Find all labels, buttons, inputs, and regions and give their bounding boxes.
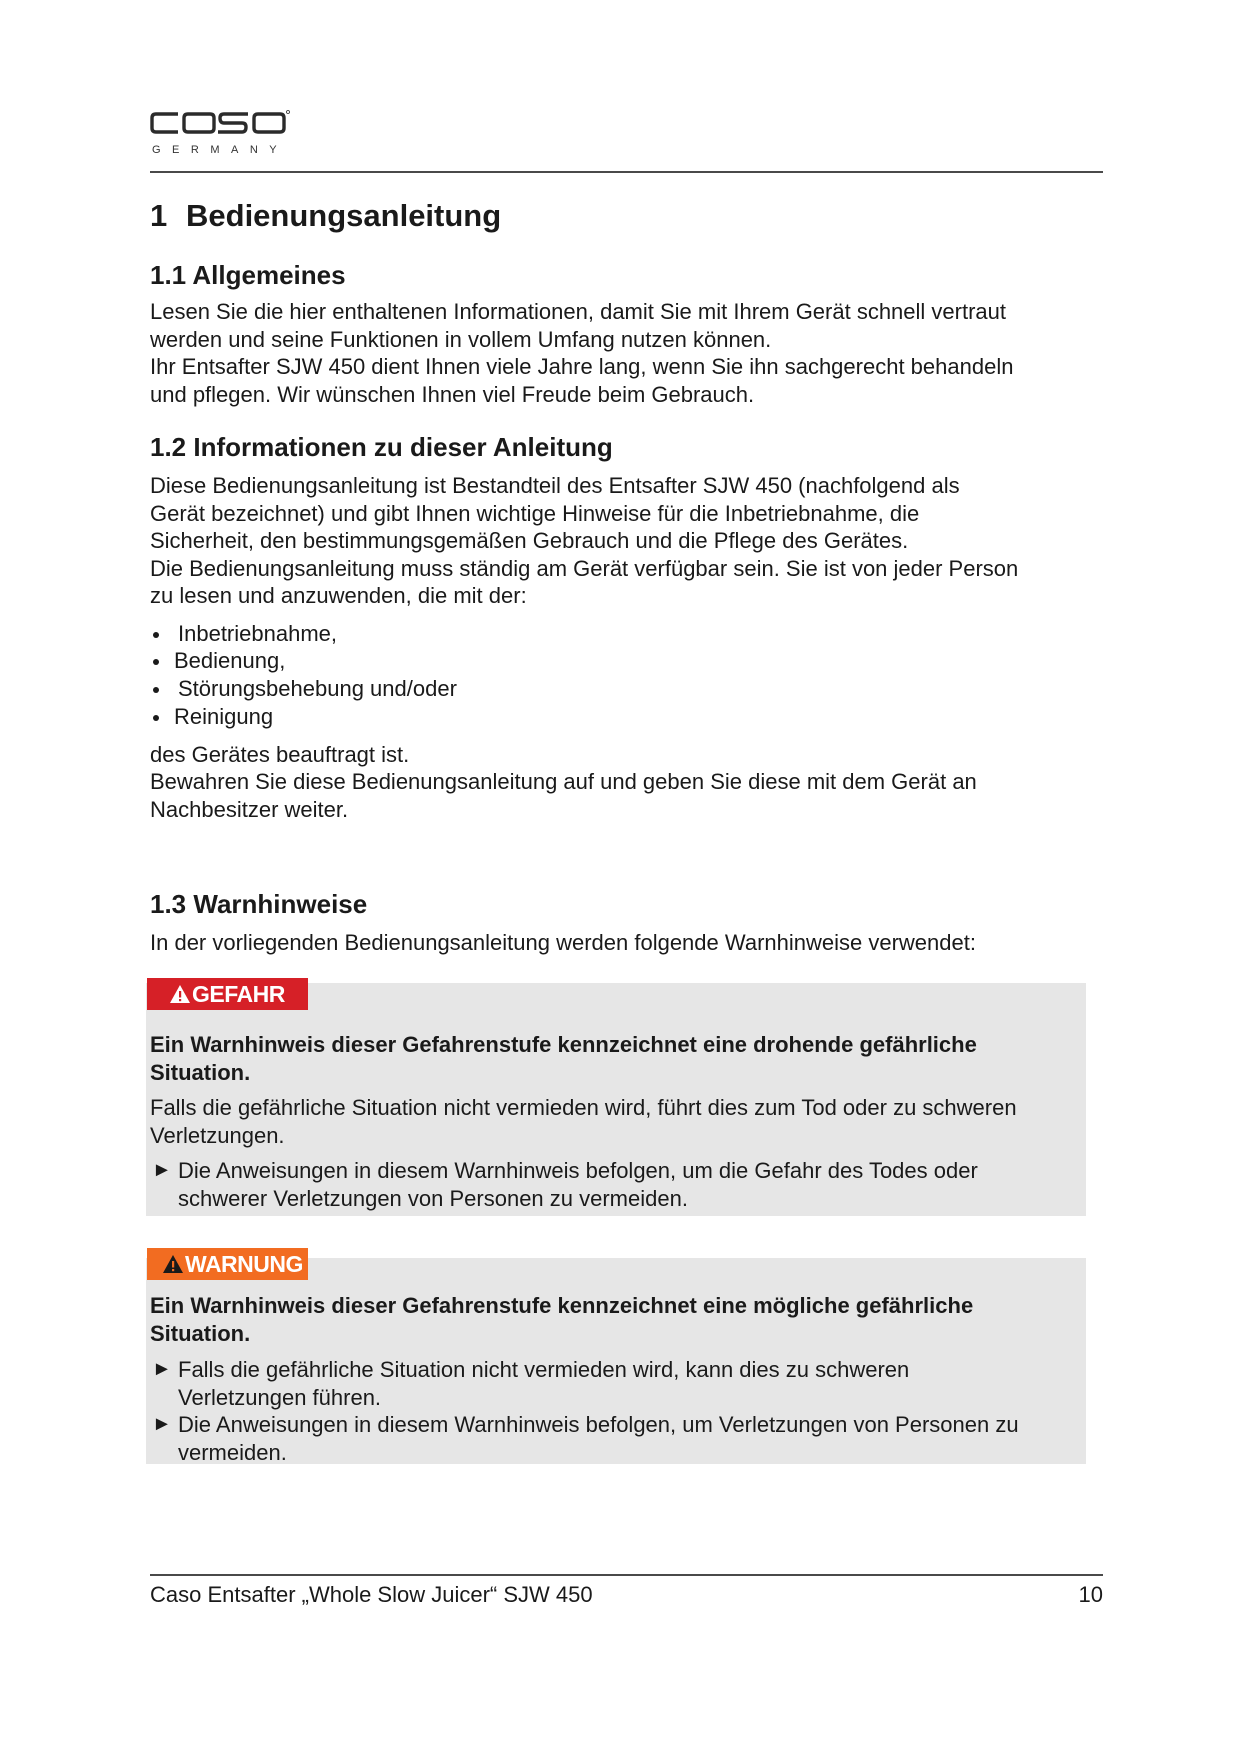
section-1-2-text [150,472,1095,610]
text-line: Gerät bezeichnet) und gibt Ihnen wichtige Hinweise für die Inbetriebnahme, die [150,500,920,526]
chapter-title [150,196,1095,236]
text-line: werden und seine Funktionen in vollem Umfang nutzen können. [150,326,772,352]
list-item: Reinigung [150,703,1095,731]
warning-title-line: Situation. [150,1320,251,1346]
text-line: zu lesen und anzuwenden, die mit der: [150,583,527,608]
list-item: Bedienung, [150,647,1095,675]
warning-title-line: Ein Warnhinweis dieser Gefahrenstufe kennzeichnet eine drohende gefährliche [150,1032,977,1057]
footer-rule [150,1574,1103,1576]
list-item: Inbetriebnahme, [150,620,1095,648]
instruction-line: Falls die gefährliche Situation nicht vermieden wird, kann dies zu schweren [178,1357,910,1382]
warning-instruction [150,1157,1095,1212]
section-1-1-title: 1.1 Allgemeines [150,260,346,290]
section-1-3-title: 1.3 Warnhinweise [150,889,368,920]
warning-badge [147,1248,308,1280]
arrow-right-icon: ► [152,1413,172,1435]
instruction-line: schwerer Verletzungen von Personen zu vermeiden. [178,1185,688,1211]
instruction-line: Die Anweisungen in diesem Warnhinweis befolgen, um die Gefahr des Todes oder [178,1158,978,1183]
section-1-1-text [150,298,1095,408]
arrow-right-icon: ► [152,1159,172,1181]
danger-badge [147,978,308,1010]
warning-title-line: Ein Warnhinweis dieser Gefahrenstufe kennzeichnet eine mögliche gefährliche [150,1293,974,1318]
danger-badge-label: GEFAHR [192,980,285,1007]
warning-body [150,1094,1095,1149]
text-line: Ihr Entsafter SJW 450 dient Ihnen viele Jahre lang, wenn Sie ihn sachgerecht behandeln [150,354,1014,379]
warning-title-line: Situation. [150,1059,251,1085]
warning-body-line: Verletzungen. [150,1122,285,1148]
warning-body-line: Falls die gefährliche Situation nicht vermieden wird, führt dies zum Tod oder zu schweren [150,1095,1017,1120]
instruction-line: Verletzungen führen. [178,1384,382,1410]
text-line: Lesen Sie die hier enthaltenen Informationen, damit Sie mit Ihrem Gerät schnell vertraut [150,299,1007,324]
text-line: Nachbesitzer weiter. [150,796,349,822]
warning-text [150,1292,1095,1466]
text-line: Bewahren Sie diese Bedienungsanleitung auf und geben Sie diese mit dem Gerät an [150,769,977,795]
section-1-3-intro: In der vorliegenden Bedienungsanleitung werden folgende Warnhinweise verwendet: [150,930,976,956]
danger-warning-text [150,1031,1095,1212]
warning-triangle-icon [169,984,191,1004]
section-1-2-title: 1.2 Informationen zu dieser Anleitung [150,432,613,462]
text-line: Sicherheit, den bestimmungsgemäßen Gebrauch und die Pflege des Gerätes. [150,528,909,553]
warning-badge-label: WARNUNG [185,1250,303,1277]
footer-title: Caso Entsafter „Whole Slow Juicer“ SJW 450 [150,1582,593,1607]
arrow-right-icon: ► [152,1358,172,1380]
caso-wordmark [150,108,290,138]
section-1-2-after-text [150,741,1095,824]
task-list [150,620,1095,731]
chapter-number: 1 [150,198,168,233]
main-content [150,190,1095,957]
logo-subtitle: GERMANY [152,144,289,156]
instruction-line: vermeiden. [178,1439,287,1465]
warning-instruction [150,1356,1095,1411]
caso-logo [150,108,290,156]
instruction-line: Die Anweisungen in diesem Warnhinweis befolgen, um Verletzungen von Personen zu [178,1412,1019,1437]
list-item: Störungsbehebung und/oder [150,675,1095,703]
header-rule [150,171,1103,173]
chapter-title-text: Bedienungsanleitung [186,198,502,233]
text-line: Die Bedienungsanleitung muss ständig am Gerät verfügbar sein. Sie ist von jeder Person [150,555,1019,581]
text-line: Diese Bedienungsanleitung ist Bestandteil des Entsafter SJW 450 (nachfolgend als [150,473,960,498]
text-line: des Gerätes beauftragt ist. [150,741,410,767]
text-line: und pflegen. Wir wünschen Ihnen viel Freude beim Gebrauch. [150,381,755,407]
page-number: 10 [1078,1582,1103,1607]
warning-instruction [150,1411,1095,1466]
warning-triangle-icon [162,1254,184,1274]
